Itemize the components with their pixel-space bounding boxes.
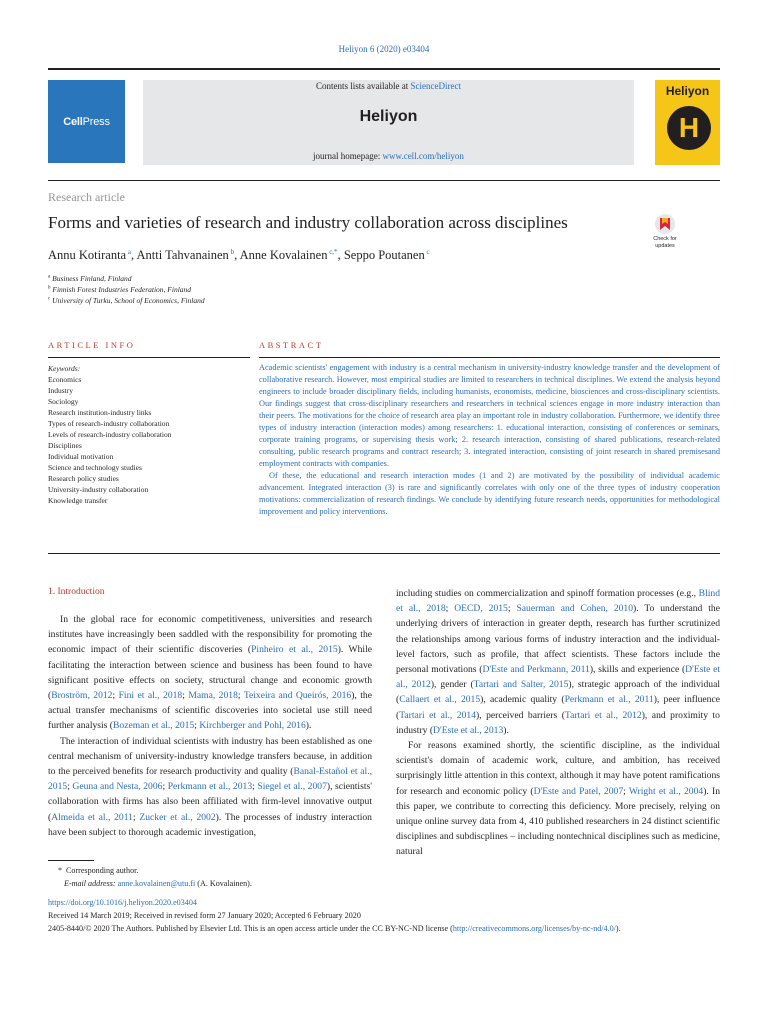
keyword: Research institution-industry links — [48, 408, 152, 417]
citation-link[interactable]: Fini et al., 2018 — [118, 690, 183, 702]
footnote-star: * — [57, 866, 62, 875]
body-column-left — [48, 612, 372, 840]
citation-link[interactable]: D'Este et al., 2013 — [433, 724, 504, 736]
contents-prefix: Contents lists available at — [316, 81, 411, 91]
citation-link[interactable]: Banal-Estañol et al., 2015 — [48, 766, 372, 793]
cellpress-logo-press: Press — [82, 115, 110, 128]
citation-link[interactable]: Broström, 2012 — [51, 690, 113, 702]
crossmark-label-1: Check for — [653, 236, 677, 242]
abstract-paragraph: Academic scientists' engagement with industry is a central mechanism in university-industry knowledge transfer and the development of collaborative research. However, most empirical studies are limited to researchers in technical disciplines. We extend the analysis beyond engineers to include broader disciplinary fields, including humanists, economists, medicine, biosciences and cross-disciplinary scientists. Our findings suggest that cross-disciplinary researchers and researchers in technical sciences engage in more industry interaction than their peers. The motivations for the choice of research area play an important role in industry collaboration. Furthermore, we identify three types of industry interaction (interaction modes) among researchers: 1. educational interaction, consisting of conferences or seminars, corporate training programs, or supervising thesis work; 2. research interaction, consisting of shared publications, research-related consulting, public research programs and contract research; 3. integrated interaction, consisting of joint research in shared premisesand employment contracts with companies. — [259, 363, 720, 468]
journal-name: Heliyon — [359, 108, 418, 125]
body-text-run: ), the actual transfer mechanisms of scientific discoveries into societal use still need further analysis ( — [48, 690, 372, 732]
license-line — [48, 923, 720, 936]
body-text-run: including studies on commercialization and spinoff formation processes (e.g., — [396, 588, 699, 599]
citation-link[interactable]: Callaert et al., 2015 — [399, 694, 481, 706]
body-paragraph — [48, 612, 372, 734]
citation-link[interactable]: Kirchberger and Pohl, 2016 — [199, 720, 306, 732]
keyword: Types of research-industry collaboration — [48, 419, 170, 428]
author-affil-sup[interactable]: c — [426, 248, 430, 256]
article-title: Forms and varieties of research and industry collaboration across disciplines — [48, 213, 568, 232]
article-info-rule — [48, 357, 250, 358]
citation-link[interactable]: Bozeman et al., 2015 — [113, 720, 195, 732]
abstract-heading: ABSTRACT — [259, 340, 324, 350]
body-text-run: ; — [162, 781, 168, 793]
article-info-heading: ARTICLE INFO — [48, 340, 136, 350]
affiliation — [48, 274, 131, 283]
body-text-run: ), academic quality ( — [480, 694, 565, 706]
email-label: E-mail address: — [64, 879, 116, 888]
corresponding-author-text: Corresponding author. — [66, 866, 139, 875]
crossmark-button[interactable] — [647, 214, 683, 252]
abstract-rule — [259, 357, 720, 358]
journal-reference[interactable]: Heliyon 6 (2020) e03404 — [338, 44, 430, 54]
license-end: ). — [615, 924, 621, 933]
body-text-run: ; — [132, 811, 140, 823]
body-text-run: ; — [194, 720, 200, 732]
email-suffix: (A. Kovalainen). — [195, 879, 252, 888]
affiliation-text: Finnish Forest Industries Federation, Finland — [52, 285, 192, 294]
citation-link[interactable]: Blind et al., 2018 — [396, 588, 720, 615]
body-text-run: ). The processes of industry interaction have been subject to thorough academic investigation, — [48, 811, 372, 838]
keyword: University-industry collaboration — [48, 485, 149, 494]
citation-link[interactable]: D'Este et al., 2012 — [396, 664, 720, 691]
cellpress-logo-cell: Cell — [63, 115, 83, 128]
citation-link[interactable]: Geuna and Nesta, 2006 — [72, 781, 163, 793]
cover-h-logo: H — [667, 106, 711, 150]
body-column-right — [396, 586, 720, 860]
author-affil-sup[interactable]: b — [230, 248, 235, 256]
body-text-run: ; — [112, 690, 119, 702]
affiliation-text: University of Turku, School of Economics, Finland — [52, 296, 205, 305]
affiliation-sup: b — [48, 285, 51, 291]
affiliation-sup: a — [48, 274, 51, 280]
license-link[interactable]: http://creativecommons.org/licenses/by-nc-nd/4.0/ — [452, 924, 616, 933]
affiliation — [48, 296, 205, 305]
citation-link[interactable]: Tartari et al., 2012 — [564, 709, 642, 721]
keyword: Economics — [48, 375, 82, 384]
sciencedirect-link[interactable]: ScienceDirect — [410, 81, 461, 91]
title-rule — [48, 180, 720, 181]
abstract-bottom-rule — [48, 553, 720, 554]
body-paragraph — [396, 586, 720, 738]
author-separator: , — [130, 248, 137, 263]
keyword: Industry — [48, 386, 73, 395]
email-link[interactable]: anne.kovalainen@utu.fi — [117, 879, 196, 888]
author-affil-sup[interactable]: c,* — [329, 248, 338, 256]
body-paragraph — [48, 734, 372, 840]
author-list — [48, 248, 430, 263]
author-separator: , — [234, 248, 240, 263]
body-text-run: ; — [445, 603, 455, 615]
citation-link[interactable]: Wright et al., 2004 — [628, 785, 704, 797]
affiliation-text: Business Finland, Finland — [52, 274, 132, 283]
article-type: Research article — [48, 190, 125, 204]
received-dates: Received 14 March 2019; Received in revised form 27 January 2020; Accepted 6 February 2020 — [48, 911, 361, 920]
author-affil-sup[interactable]: a — [127, 248, 131, 256]
body-text-run: ), strategic approach of the individual ( — [396, 679, 720, 706]
body-text-run: ), gender ( — [430, 679, 474, 691]
journal-homepage — [143, 151, 634, 161]
body-text-run: ). While facilitating the interaction between science and business has been found to have significant positive effects on society, structural change and economic growth ( — [48, 644, 372, 702]
body-text-run: ; — [507, 603, 517, 615]
citation-link[interactable]: OECD, 2015 — [454, 603, 508, 615]
body-text-run: ), and proximity to industry ( — [396, 709, 720, 736]
keyword: Research policy studies — [48, 474, 119, 483]
citation-link[interactable]: Tartari and Salter, 2015 — [473, 679, 569, 691]
body-text-run: For reasons examined shortly, the scientific discipline, as the individual scientist's domain of academic work, culture, and ambition, has received surprisingly little attention in this context, although it may have potent ramifications for research and economic policy ( — [396, 740, 720, 797]
keyword: Knowledge transfer — [48, 496, 108, 505]
license-text: 2405-8440/© 2020 The Authors. Published by Elsevier Ltd. This is an open access article under the CC BY-NC-ND license ( — [48, 924, 453, 933]
body-text-run: ), perceived barriers ( — [476, 709, 565, 721]
author-separator: , — [337, 248, 344, 263]
affiliation — [48, 285, 191, 294]
header-rule — [48, 68, 720, 70]
body-text-run: ; — [252, 781, 258, 793]
body-text-run: ). To understand the underlying drivers of interaction in greater depth, research has further scrutinized the relationships among various forms of industry interaction and the individual-level factors, such as profile, that affect scientists. These factors include the personal motivations ( — [396, 603, 720, 676]
body-paragraph — [396, 738, 720, 860]
author-name[interactable]: Antti Tahvanainen — [136, 248, 229, 263]
citation-link[interactable]: Perkmann et al., 2011 — [564, 694, 654, 706]
corresponding-author-note — [48, 866, 138, 875]
keywords-label: Keywords: — [48, 364, 81, 373]
cellpress-logo[interactable] — [48, 80, 125, 163]
body-text-run: The interaction of individual scientists with industry has been established as one central mechanism of university-industry knowledge transfers because, in addition to the perceived benefits for research productivity and quality ( — [48, 735, 372, 778]
citation-link[interactable]: Almeida et al., 2011 — [51, 811, 133, 823]
body-text-run: In the global race for economic competitiveness, universities and research institutes have increasingly been saddled with the responsibility for promoting the economic impact of their scientific discoveries ( — [48, 614, 372, 656]
body-text-run: ). — [503, 724, 509, 736]
body-text-run: ). — [305, 720, 312, 732]
body-text-run: ; — [237, 690, 244, 702]
section-heading-introduction: 1. Introduction — [48, 587, 105, 597]
body-text-run: ), skills and experience ( — [589, 664, 686, 676]
author-name[interactable]: Annu Kotiranta — [48, 248, 127, 263]
citation-link[interactable]: Mama, 2018 — [188, 690, 238, 702]
abstract-paragraph: Of these, the educational and research interaction modes (1 and 2) are motivated by the possibility of individual academic advancement. Integrated interaction (3) is rare and significantly correlates with only one of the three types of industry cooperation motivations: commercialization of research findings. We conclude by identifying future research needs, opportunities for methodological improvement and policy interventions. — [259, 471, 720, 516]
body-text-run: ), scientists' collaboration with firms has also been affiliated with firm-level innovative output ( — [48, 781, 372, 823]
keyword: Disciplines — [48, 441, 82, 450]
crossmark-label — [647, 236, 683, 250]
citation-link[interactable]: Tartari et al., 2014 — [399, 709, 476, 721]
citation-link[interactable]: D'Este and Patel, 2007 — [533, 785, 624, 797]
keyword: Individual motivation — [48, 452, 114, 461]
abstract-body — [259, 362, 720, 518]
body-text-run: ; — [182, 690, 189, 702]
doi-link[interactable]: https://doi.org/10.1016/j.heliyon.2020.e03404 — [48, 898, 197, 907]
keyword: Science and technology studies — [48, 463, 142, 472]
citation-link[interactable]: Teixeira and Queirós, 2016 — [243, 690, 352, 702]
citation-link[interactable]: Zucker et al., 2002 — [139, 811, 216, 823]
body-text-run: ; — [623, 785, 629, 797]
keyword: Sociology — [48, 397, 79, 406]
citation-link[interactable]: Pinheiro et al., 2015 — [251, 644, 338, 656]
body-text-run: ), peer influence ( — [396, 694, 720, 721]
homepage-link[interactable]: www.cell.com/heliyon — [382, 151, 464, 161]
crossmark-label-2: updates — [655, 243, 675, 249]
body-text-run: ). In this paper, we contribute to correcting this deficiency. More precisely, relying on unique online survey data from 4, 410 published researchers in 24 distinct scientific disciplines and subdiscplines – including nontechnical disciplines such as medicine, natural — [396, 785, 721, 858]
body-text-run: ; — [67, 781, 73, 793]
citation-link[interactable]: D'Este and Perkmann, 2011 — [482, 664, 590, 676]
citation-link[interactable]: Perkmann et al., 2013 — [167, 781, 253, 793]
citation-link[interactable]: Sauerman and Cohen, 2010 — [516, 603, 634, 615]
homepage-prefix: journal homepage: — [313, 151, 383, 161]
affiliation-sup: c — [48, 296, 51, 302]
footnote-rule — [48, 860, 94, 861]
citation-link[interactable]: Siegel et al., 2007 — [257, 781, 327, 793]
cover-title: Heliyon — [665, 84, 710, 98]
author-name[interactable]: Seppo Poutanen — [343, 248, 425, 263]
email-line — [64, 879, 252, 888]
contents-line — [143, 81, 634, 91]
crossmark-icon — [655, 214, 675, 234]
keyword: Levels of research-industry collaboration — [48, 430, 172, 439]
author-name[interactable]: Anne Kovalainen — [239, 248, 328, 263]
